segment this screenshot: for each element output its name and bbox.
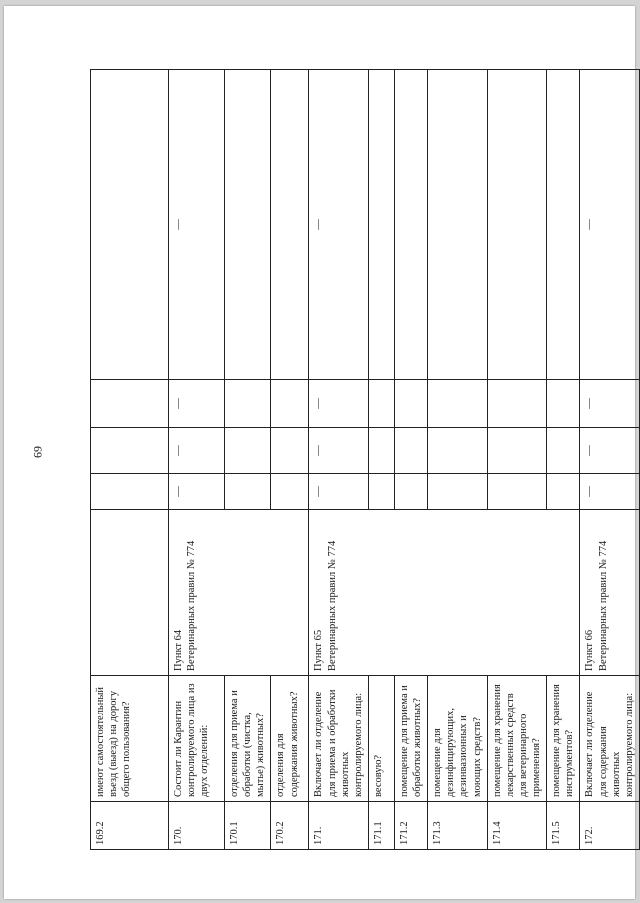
answer-cell: — xyxy=(309,70,369,380)
row-question: весовую? xyxy=(368,676,394,802)
answer-cell xyxy=(428,428,488,474)
norm-line: Ветеринарных правил № 774 xyxy=(186,540,198,671)
answer-cell xyxy=(487,380,547,428)
checklist-table xyxy=(90,69,640,850)
table-row xyxy=(309,70,369,850)
answer-cell xyxy=(428,380,488,428)
row-question: Включает ли отделение для приема и обработки животных контролируемого лица: xyxy=(309,676,369,802)
row-number: 171.2 xyxy=(394,802,427,850)
norm-line: Пункт 64 xyxy=(173,629,184,671)
answer-cell xyxy=(547,380,580,428)
table-row xyxy=(169,70,225,850)
answer-cell xyxy=(428,70,488,380)
answer-cell xyxy=(487,428,547,474)
table-row xyxy=(580,70,640,850)
row-question: отделения для содержания животных? xyxy=(271,676,309,802)
row-question: помещение для дезинфицирующих, дезинвазионных и моющих средств? xyxy=(428,676,488,802)
row-number: 170. xyxy=(169,802,225,850)
table-row xyxy=(487,70,547,850)
answer-cell: — xyxy=(580,474,640,510)
answer-cell xyxy=(225,428,271,474)
row-question: помещение для приема и обработки животных? xyxy=(394,676,427,802)
row-number: 171.1 xyxy=(368,802,394,850)
answer-cell xyxy=(394,70,427,380)
answer-cell: — xyxy=(309,428,369,474)
answer-cell xyxy=(394,428,427,474)
row-question: Включает ли отделение для содержания животных контролируемого лица: xyxy=(580,676,640,802)
row-number: 170.2 xyxy=(271,802,309,850)
row-question: имеют самостоятельный въезд (выезд) на дорогу общего пользования? xyxy=(91,676,169,802)
row-number: 170.1 xyxy=(225,802,271,850)
answer-cell: — xyxy=(169,428,225,474)
answer-cell xyxy=(394,380,427,428)
answer-cell xyxy=(368,474,394,510)
answer-cell xyxy=(271,70,309,380)
row-number: 171. xyxy=(309,802,369,850)
answer-cell: — xyxy=(169,380,225,428)
row-norm-reference xyxy=(169,510,309,676)
norm-line: Ветеринарных правил № 774 xyxy=(326,540,338,671)
answer-cell xyxy=(547,474,580,510)
answer-cell xyxy=(91,428,169,474)
answer-cell xyxy=(91,380,169,428)
table-row xyxy=(368,70,394,850)
answer-cell: — xyxy=(580,380,640,428)
answer-cell xyxy=(271,428,309,474)
row-number: 169.2 xyxy=(91,802,169,850)
answer-cell xyxy=(547,70,580,380)
table-row xyxy=(547,70,580,850)
page-number: 69 xyxy=(30,446,45,458)
table-row xyxy=(271,70,309,850)
answer-cell xyxy=(487,70,547,380)
table-body xyxy=(91,70,640,850)
answer-cell: — xyxy=(309,474,369,510)
norm-line: Пункт 65 xyxy=(313,629,325,671)
row-number: 171.3 xyxy=(428,802,488,850)
answer-cell xyxy=(225,474,271,510)
answer-cell: — xyxy=(309,380,369,428)
table-row xyxy=(394,70,427,850)
answer-cell: — xyxy=(169,70,225,380)
answer-cell: — xyxy=(580,428,640,474)
answer-cell xyxy=(91,474,169,510)
answer-cell xyxy=(428,474,488,510)
row-question: помещение для хранения лекарственных средств для ветеринарного применения? xyxy=(487,676,547,802)
answer-cell xyxy=(368,380,394,428)
row-question: помещение для хранения инструментов? xyxy=(547,676,580,802)
answer-cell xyxy=(271,474,309,510)
norm-line: Пункт 66 xyxy=(584,629,596,671)
row-number: 171.5 xyxy=(547,802,580,850)
norm-line: Ветеринарных правил № 774 xyxy=(597,540,609,671)
row-number: 172. xyxy=(580,802,640,850)
answer-cell xyxy=(225,380,271,428)
row-norm-reference xyxy=(91,510,169,676)
answer-cell xyxy=(487,474,547,510)
answer-cell xyxy=(547,428,580,474)
row-number: 171.4 xyxy=(487,802,547,850)
table-row xyxy=(225,70,271,850)
answer-cell xyxy=(225,70,271,380)
row-question: отделения для приема и обработки (чистка, мытье) животных? xyxy=(225,676,271,802)
rotated-table-wrapper xyxy=(90,70,635,850)
answer-cell: — xyxy=(580,70,640,380)
answer-cell xyxy=(394,474,427,510)
row-question: Состоит ли Карантин контролируемого лица из двух отделений: xyxy=(169,676,225,802)
answer-cell: — xyxy=(169,474,225,510)
table-row xyxy=(428,70,488,850)
answer-cell xyxy=(91,70,169,380)
answer-cell xyxy=(368,428,394,474)
row-norm-reference xyxy=(580,510,640,676)
row-norm-reference xyxy=(309,510,580,676)
answer-cell xyxy=(368,70,394,380)
answer-cell xyxy=(271,380,309,428)
table-row xyxy=(91,70,169,850)
